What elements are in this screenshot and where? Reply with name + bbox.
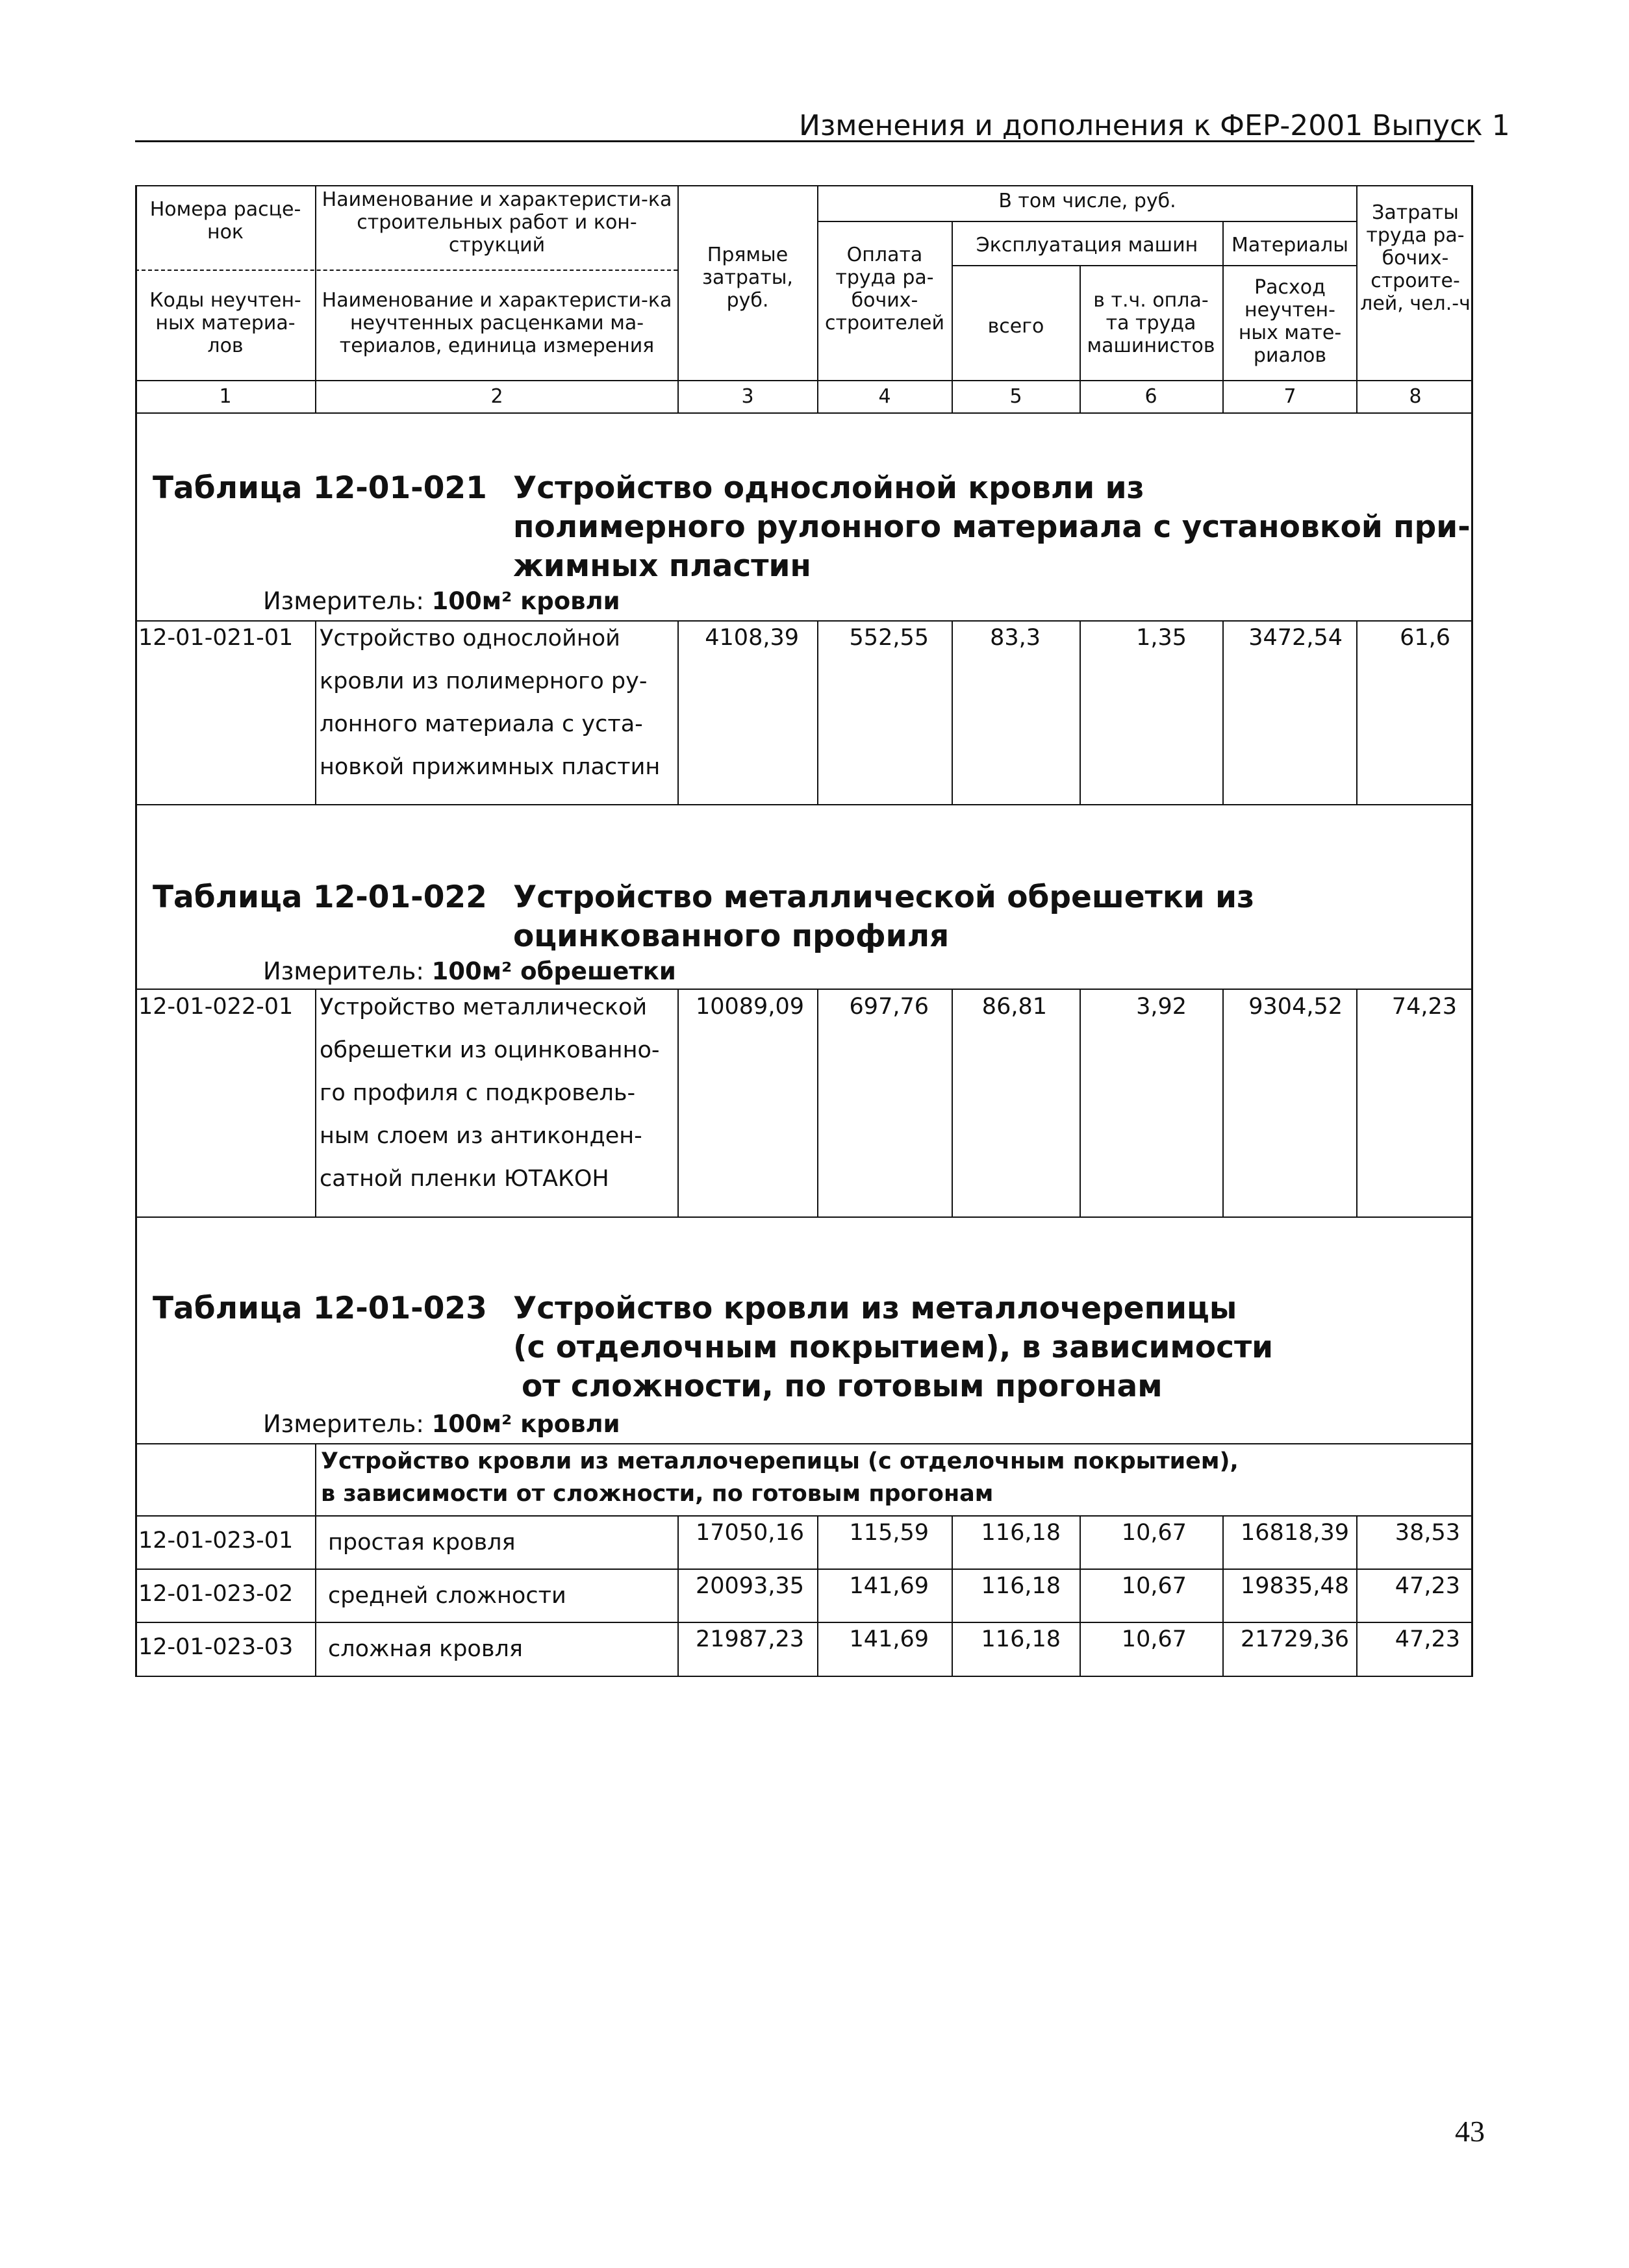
machines-total: 116,18	[981, 1573, 1061, 1599]
materials-header: Материалы	[1231, 234, 1348, 257]
rule	[1080, 265, 1081, 412]
col-number: 5	[1009, 385, 1022, 408]
measure-prefix: Измеритель:	[263, 957, 432, 985]
rule	[315, 989, 316, 1216]
group-header: В том числе, руб.	[998, 190, 1176, 212]
machines-total: 116,18	[981, 1520, 1061, 1546]
row-description: средней сложности	[328, 1583, 566, 1609]
materials: 21729,36	[1240, 1626, 1349, 1652]
labor-pay: 141,69	[849, 1626, 929, 1652]
rule	[677, 620, 679, 804]
table-title-line: жимных пластин	[513, 548, 811, 584]
measure	[263, 958, 676, 985]
col1-bottom-header: Коды неучтен-ных материа-лов	[149, 289, 301, 357]
col6-header: в т.ч. опла-та труда машинистов	[1087, 289, 1215, 357]
subheading-line: в зависимости от сложности, по готовым прогонам	[321, 1481, 994, 1507]
rule	[817, 221, 1356, 222]
rule	[1356, 620, 1358, 804]
labor-hours: 47,23	[1395, 1573, 1460, 1599]
rule	[817, 989, 818, 1216]
col-number: 3	[741, 385, 754, 408]
table-title-line: Устройство однослойной кровли из	[513, 470, 1144, 506]
page-number: 43	[1455, 2115, 1485, 2148]
subheading-line: Устройство кровли из металлочерепицы (с отделочным покрытием),	[321, 1448, 1239, 1474]
rule	[1080, 620, 1081, 804]
table-label: Таблица 12-01-023	[153, 1291, 487, 1326]
col-number: 2	[490, 385, 503, 408]
rule	[817, 1515, 818, 1676]
measure-value: 100м² кровли	[431, 1410, 620, 1438]
machines-total: 116,18	[981, 1626, 1061, 1652]
rate-code: 12-01-023-01	[138, 1528, 294, 1554]
row-description-line: го профиля с подкровель-	[320, 1080, 636, 1106]
rule	[952, 989, 953, 1216]
materials: 3472,54	[1248, 625, 1343, 651]
machinist-pay: 10,67	[1121, 1573, 1187, 1599]
measure-value: 100м² обрешетки	[431, 957, 676, 985]
table-title-line: оцинкованного профиля	[513, 918, 950, 954]
col-number: 8	[1409, 385, 1422, 408]
measure-prefix: Измеритель:	[263, 1410, 432, 1438]
rule	[135, 1569, 1473, 1570]
table-title-line: Устройство кровли из металлочерепицы	[513, 1291, 1237, 1326]
rule	[1356, 989, 1358, 1216]
rule	[315, 185, 316, 412]
labor-hours: 61,6	[1400, 625, 1450, 651]
machinist-pay: 3,92	[1136, 994, 1187, 1020]
rule	[952, 265, 1356, 266]
machinist-pay: 10,67	[1121, 1520, 1187, 1546]
table-title-line: Устройство металлической обрешетки из	[513, 879, 1255, 915]
rule	[677, 185, 679, 412]
rule	[135, 1515, 1473, 1517]
measure	[263, 1411, 620, 1438]
row-description-line: ным слоем из антиконден-	[320, 1123, 642, 1149]
rate-code: 12-01-021-01	[138, 625, 294, 651]
header-rule	[135, 140, 1474, 142]
rule	[1356, 1515, 1358, 1676]
table-label: Таблица 12-01-022	[153, 879, 487, 915]
rule	[952, 221, 953, 412]
rule	[315, 1443, 316, 1676]
col4-header: Оплата труда ра-бочих-строителей	[825, 244, 944, 334]
labor-pay: 141,69	[849, 1573, 929, 1599]
rule	[952, 620, 953, 804]
col1-top-header: Номера расце-нок	[149, 198, 301, 244]
rule	[1080, 989, 1081, 1216]
col5-header: всего	[987, 315, 1044, 338]
direct-costs: 4108,39	[705, 625, 799, 651]
rule	[135, 412, 1473, 414]
direct-costs: 20093,35	[695, 1573, 804, 1599]
labor-pay: 552,55	[849, 625, 929, 651]
row-description-line: Устройство однослойной	[320, 625, 620, 651]
row-description-line: новкой прижимных пластин	[320, 754, 661, 780]
row-description-line: Устройство металлической	[320, 994, 648, 1020]
rule	[1222, 1515, 1224, 1676]
rule	[817, 620, 818, 804]
direct-costs: 17050,16	[695, 1520, 804, 1546]
row-description-line: лонного материала с уста-	[320, 711, 643, 737]
col8-header: Затраты труда ра-бочих-строите-лей, чел.-ч	[1360, 201, 1471, 315]
measure-prefix: Измеритель:	[263, 587, 432, 615]
rule	[817, 185, 818, 412]
direct-costs: 21987,23	[695, 1626, 804, 1652]
col7-header: Расход неучтен-ных мате-риалов	[1238, 276, 1342, 367]
rate-code: 12-01-022-01	[138, 994, 294, 1020]
row-description: сложная кровля	[328, 1636, 523, 1662]
running-header: Изменения и дополнения к ФЕР-2001 Выпуск 1	[799, 109, 1510, 142]
rule	[1222, 620, 1224, 804]
machines-total: 86,81	[981, 994, 1047, 1020]
measure	[263, 588, 620, 615]
rule	[135, 380, 1473, 381]
rule	[1080, 1515, 1081, 1676]
materials: 16818,39	[1240, 1520, 1349, 1546]
row-description-line: сатной пленки ЮТАКОН	[320, 1166, 609, 1192]
col-number: 6	[1144, 385, 1157, 408]
col-number: 4	[878, 385, 891, 408]
rule	[1356, 185, 1358, 412]
rule	[135, 1622, 1473, 1623]
materials: 9304,52	[1248, 994, 1343, 1020]
rule	[135, 185, 1473, 186]
rule	[1222, 989, 1224, 1216]
labor-pay: 115,59	[849, 1520, 929, 1546]
rate-code: 12-01-023-03	[138, 1634, 294, 1660]
rate-code: 12-01-023-02	[138, 1581, 294, 1607]
rule	[677, 989, 679, 1216]
table-label: Таблица 12-01-021	[153, 470, 487, 506]
table-title-line: от сложности, по готовым прогонам	[522, 1368, 1163, 1404]
machinist-pay: 10,67	[1121, 1626, 1187, 1652]
labor-hours: 74,23	[1391, 994, 1457, 1020]
machinist-pay: 1,35	[1136, 625, 1187, 651]
rule	[315, 620, 316, 804]
rule	[952, 1515, 953, 1676]
rule	[1222, 221, 1224, 412]
rule	[135, 804, 1473, 805]
rule	[677, 1515, 679, 1676]
rule	[135, 1443, 1473, 1444]
table-title-line: полимерного рулонного материала с установкой при-	[513, 509, 1471, 545]
materials: 19835,48	[1240, 1573, 1349, 1599]
col2-top-header: Наименование и характеристи-ка строительных работ и кон-струкций	[322, 188, 672, 257]
col-number: 7	[1283, 385, 1296, 408]
col2-bottom-header: Наименование и характеристи-ка неучтенных расценками ма-териалов, единица измерения	[322, 289, 672, 357]
row-description: простая кровля	[328, 1530, 516, 1556]
exploitation-header: Эксплуатация машин	[976, 234, 1198, 257]
table-title-line: (с отделочным покрытием), в зависимости	[513, 1329, 1274, 1365]
direct-costs: 10089,09	[695, 994, 804, 1020]
col3-header: Прямые затраты, руб.	[702, 244, 793, 312]
labor-hours: 38,53	[1395, 1520, 1460, 1546]
rule	[135, 270, 677, 271]
row-description-line: обрешетки из оцинкованно-	[320, 1037, 660, 1063]
machines-total: 83,3	[990, 625, 1041, 651]
row-description-line: кровли из полимерного ру-	[320, 668, 648, 694]
labor-hours: 47,23	[1395, 1626, 1460, 1652]
labor-pay: 697,76	[849, 994, 929, 1020]
measure-value: 100м² кровли	[431, 587, 620, 615]
rule	[135, 1676, 1473, 1677]
rule	[135, 1216, 1473, 1218]
col-number: 1	[219, 385, 232, 408]
